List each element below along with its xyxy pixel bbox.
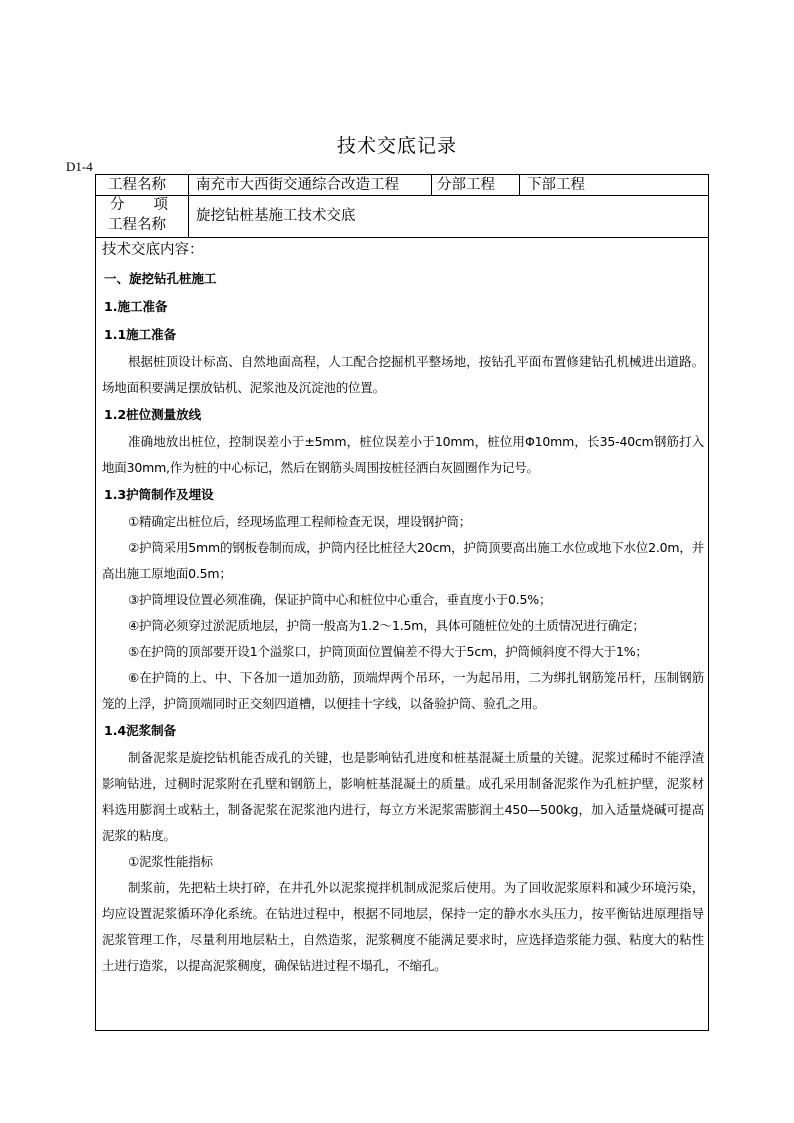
subitem-label-line2: 工程名称 xyxy=(108,217,166,233)
division-label: 分部工程 xyxy=(437,177,495,193)
col-divider xyxy=(519,175,520,195)
col-divider xyxy=(188,175,189,237)
project-name-label: 工程名称 xyxy=(108,177,166,193)
subsection-heading: 1.2桩位测量放线 xyxy=(104,407,202,422)
section-heading: 一、旋挖钻孔桩施工 xyxy=(104,271,217,286)
document-title: 技术交底记录 xyxy=(336,135,457,157)
paragraph: 制浆前，先把粘土块打碎，在井孔外以泥浆搅拌机制成泥浆后使用。为了回收泥浆原料和减少环境污染，均应设置泥浆循环净化系统。在钻进过程中，根据不同地层，保持一定的静水水头压力，按平衡钻进原理指导泥浆管理工作，尽量利用地层粘土，自然造浆，泥浆稠度不能满足要求时，应选择造浆能力强、粘度大的粘性土进行造浆，以提高泥浆稠度，确保钻进过程不塌孔，不缩孔。 xyxy=(102,880,704,973)
disclosure-content xyxy=(102,239,704,979)
paragraph: 准确地放出桩位，控制误差小于±5mm，桩位误差小于10mm，桩位用Φ10mm，长35-40cm钢筋打入地面30mm,作为桩的中心标记，然后在钢筋头周围按桩径洒白灰圆圈作为记号。 xyxy=(102,434,704,475)
subsection-heading: 1.3护筒制作及埋设 xyxy=(104,487,214,502)
form-code: D1-4 xyxy=(66,159,93,174)
content-label: 技术交底内容： xyxy=(102,242,204,258)
paragraph: ⑥在护筒的上、中、下各加一道加劲筋，顶端焊两个吊环，一为起吊用，二为绑扎钢筋笼吊杆，压制钢筋笼的上浮，护筒顶端同时正交刻四道槽，以便挂十字线，以备验护筒、验孔之用。 xyxy=(102,670,704,711)
subsection-heading: 1.1施工准备 xyxy=(104,327,177,342)
project-name-value: 南充市大西街交通综合改造工程 xyxy=(196,177,399,193)
col-divider xyxy=(431,175,432,195)
paragraph: 制备泥浆是旋挖钻机能否成孔的关键，也是影响钻孔进度和桩基混凝土质量的关键。泥浆过稀时不能浮渣影响钻进，过稠时泥浆附在孔壁和钢筋上，影响桩基混凝土的质量。成孔采用制备泥浆作为孔桩护壁，泥浆材料选用膨润土或粘土，制备泥浆在泥浆池内进行，每立方米泥浆需膨润土450—500kg，加入适量烧碱可提高泥浆的粘度。 xyxy=(102,750,704,843)
paragraph: ①精确定出桩位后，经现场监理工程师检查无误，埋设钢护筒； xyxy=(128,514,472,529)
subitem-label-line1: 分 项 xyxy=(110,197,168,213)
paragraph: ②护筒采用5mm的钢板卷制而成，护筒内径比桩径大20cm，护筒顶要高出施工水位或地下水位2.0m，并高出施工原地面0.5m； xyxy=(102,540,704,581)
paragraph: ①泥浆性能指标 xyxy=(128,854,213,869)
record-table xyxy=(95,174,709,1031)
subitem-value: 旋挖钻桩基施工技术交底 xyxy=(196,208,356,224)
row-divider xyxy=(96,237,708,238)
subsection-heading: 1.施工准备 xyxy=(104,299,168,314)
paragraph: ③护筒埋设位置必须准确，保证护筒中心和桩位中心重合，垂直度小于0.5%； xyxy=(128,592,552,607)
paragraph: ④护筒必须穿过淤泥质地层，护筒一般高为1.2～1.5m，具体可随桩位处的土质情况进行确定； xyxy=(128,618,645,633)
paragraph: ⑤在护筒的顶部要开设1个溢浆口，护筒顶面位置偏差不得大于5cm，护筒倾斜度不得大于1%； xyxy=(128,644,648,659)
division-value: 下部工程 xyxy=(527,177,585,193)
subsection-heading: 1.4泥浆制备 xyxy=(104,723,177,738)
paragraph: 根据桩顶设计标高、自然地面高程，人工配合挖掘机平整场地，按钻孔平面布置修建钻孔机械进出道路。场地面积要满足摆放钻机、泥浆池及沉淀池的位置。 xyxy=(102,354,704,395)
